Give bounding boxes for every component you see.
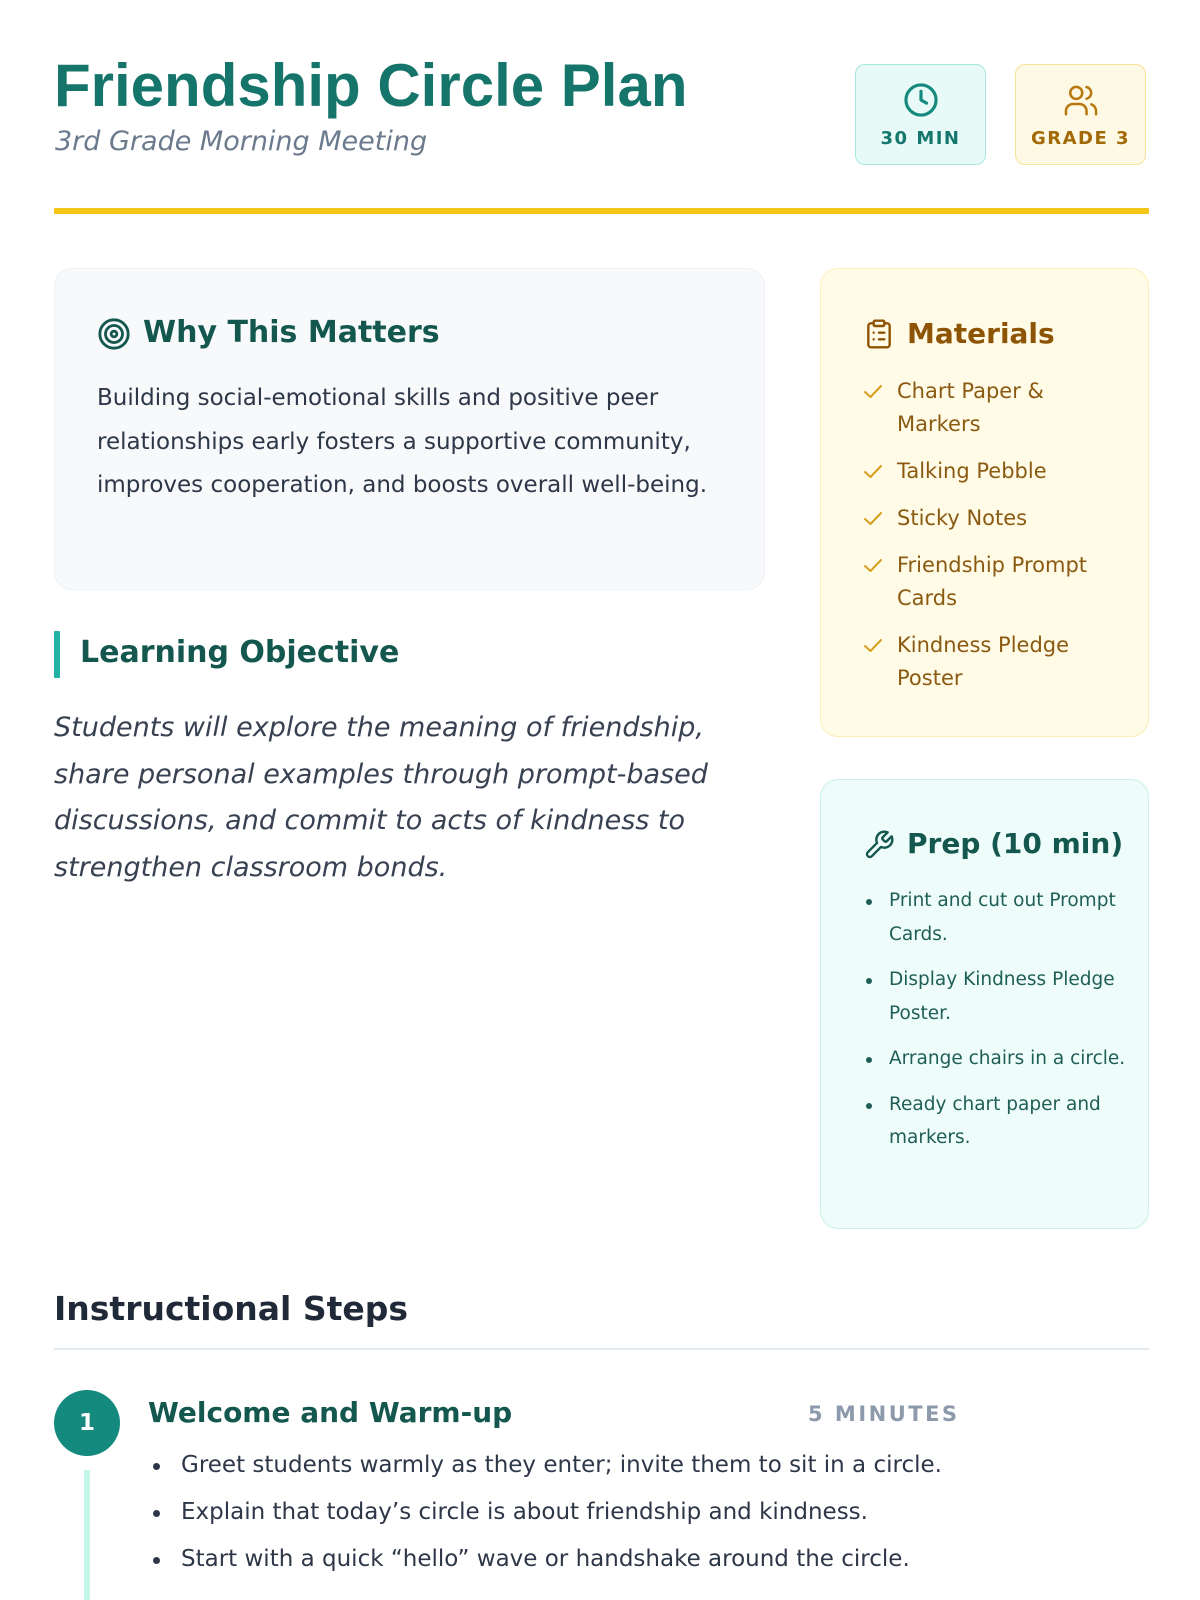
clipboard-icon <box>863 317 895 351</box>
materials-item-label: Chart Paper & Markers <box>897 379 1044 436</box>
page-title: Friendship Circle Plan <box>54 52 688 119</box>
check-icon <box>863 383 883 401</box>
duration-badge-label: 30 MIN <box>880 128 961 149</box>
materials-card <box>820 268 1149 737</box>
step-activity-item: Greet students warmly as they enter; invite them to sit in a circle. <box>148 1442 1148 1489</box>
users-icon <box>1062 81 1100 119</box>
prep-item: Ready chart paper and markers. <box>863 1088 1133 1155</box>
step-activity-list <box>148 1442 1148 1583</box>
step-title: Welcome and Warm-up <box>148 1396 513 1429</box>
prep-item: Arrange chairs in a circle. <box>863 1042 1133 1076</box>
prep-heading: Prep (10 min) <box>907 827 1124 860</box>
materials-item <box>863 502 1133 535</box>
check-icon <box>863 557 883 575</box>
step-activity-item: Start with a quick “hello” wave or handshake around the circle. <box>148 1536 1148 1583</box>
learning-objective-heading: Learning Objective <box>80 635 400 670</box>
materials-heading: Materials <box>907 317 1055 350</box>
why-this-matters-text: Building social-emotional skills and positive peer relationships early fosters a supportive community, improves cooperation, and boosts overall well-being. <box>97 385 708 498</box>
check-icon <box>863 510 883 528</box>
prep-list <box>863 884 1133 1167</box>
check-icon <box>863 463 883 481</box>
grade-badge-label: GRADE 3 <box>1030 128 1131 149</box>
grade-badge <box>1015 64 1146 165</box>
prep-card <box>820 779 1149 1229</box>
materials-item <box>863 455 1133 488</box>
instructional-steps-heading: Instructional Steps <box>54 1289 409 1328</box>
materials-list <box>863 375 1133 709</box>
materials-item <box>863 549 1133 615</box>
wrench-icon <box>863 828 895 862</box>
check-icon <box>863 637 883 655</box>
materials-item-label: Friendship Prompt Cards <box>897 553 1088 610</box>
clock-icon <box>902 81 940 119</box>
materials-item <box>863 375 1133 441</box>
materials-item-label: Kindness Pledge Poster <box>897 633 1070 690</box>
why-this-matters-heading: Why This Matters <box>143 315 440 350</box>
objective-accent-bar <box>54 631 60 678</box>
step-duration: 5 MINUTES <box>808 1402 960 1426</box>
materials-item-label: Talking Pebble <box>897 459 1047 483</box>
page-subtitle: 3rd Grade Morning Meeting <box>55 126 428 157</box>
materials-item <box>863 629 1133 695</box>
header-divider <box>54 208 1149 214</box>
learning-objective-text: Students will explore the meaning of friendship, share personal examples through prompt-based discussions, and commit to acts of kindness to strengthen classroom bonds. <box>54 712 708 884</box>
step-number-badge: 1 <box>54 1390 120 1456</box>
prep-item: Display Kindness Pledge Poster. <box>863 963 1133 1030</box>
prep-item: Print and cut out Prompt Cards. <box>863 884 1133 951</box>
step-timeline-line <box>84 1470 90 1600</box>
target-icon <box>97 317 131 351</box>
steps-divider <box>54 1348 1149 1350</box>
duration-badge <box>855 64 986 165</box>
step-activity-item: Explain that today’s circle is about friendship and kindness. <box>148 1489 1148 1536</box>
why-this-matters-card <box>54 268 765 590</box>
materials-item-label: Sticky Notes <box>897 506 1028 530</box>
